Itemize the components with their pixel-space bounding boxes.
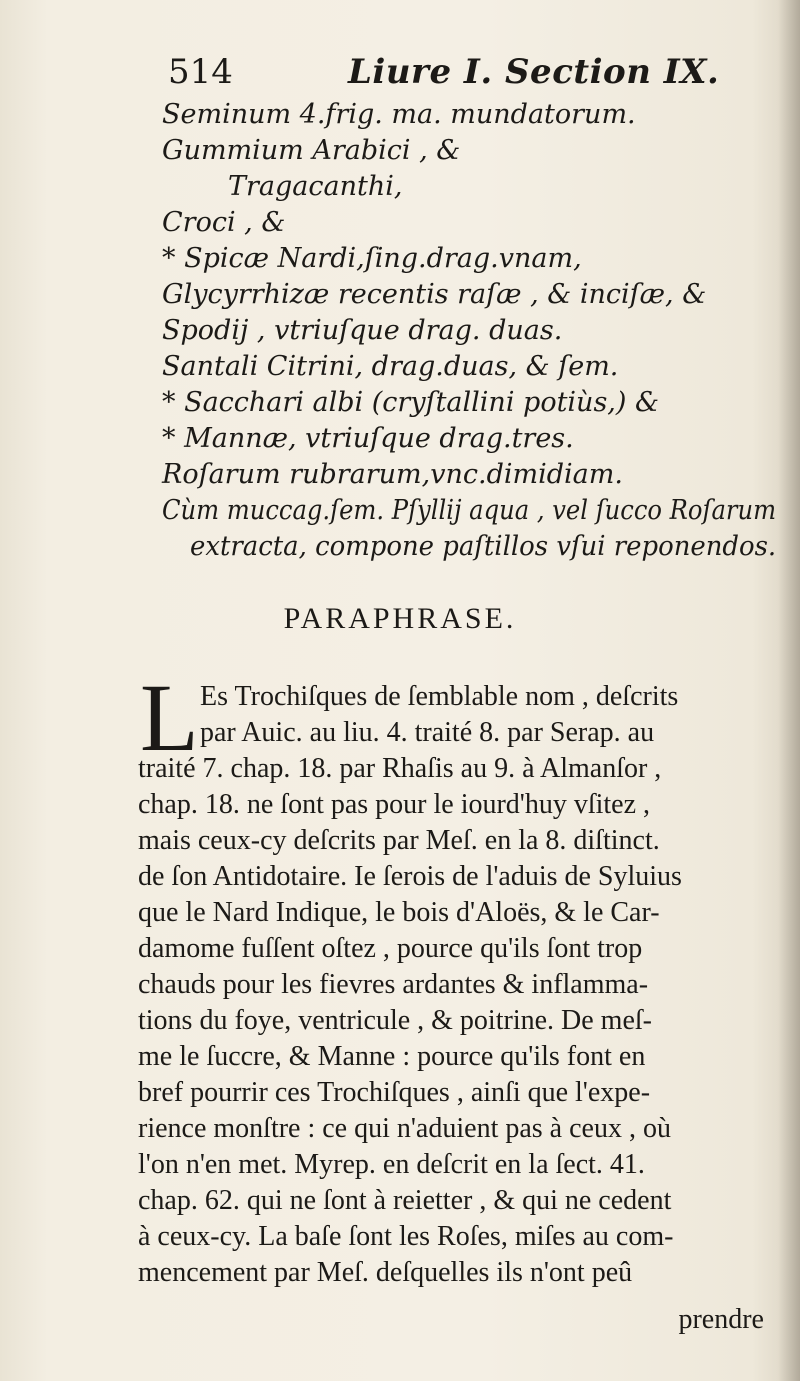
recipe-line: Roſarum rubrarum,vnc.dimidiam. [162,459,623,490]
recipe-line: extracta, compone paſtillos vſui reponendos. [190,531,777,562]
recipe-line: Croci , & [162,207,286,238]
body-line: mencement par Meſ. deſquelles ils n'ont peû [138,1257,633,1288]
recipe-line: Spodij , vtriuſque drag. duas. [162,315,563,346]
body-line: par Auic. au liu. 4. traité 8. par Serap. au [200,717,655,748]
body-line: Es Trochiſques de ſemblable nom , deſcrits [200,681,679,712]
body-line: de ſon Antidotaire. Ie ſerois de l'aduis de Syluius [138,861,682,892]
section-title: Liure I. Section IX. [348,52,720,92]
body-line: traité 7. chap. 18. par Rhaſis au 9. à Almanſor , [138,753,662,784]
recipe-line: Tragacanthi, [228,171,403,202]
recipe-line: Seminum 4.frig. ma. mundatorum. [162,99,636,130]
paraphrase-heading: PARAPHRASE. [283,602,517,635]
body-line: l'on n'en met. Myrep. en deſcrit en la ſect. 41. [138,1149,645,1180]
recipe-line: Cùm muccag.ſem. Pſyllij aqua , vel ſucco Roſarum [162,495,777,526]
body-line: chauds pour les fievres ardantes & inflamma- [138,969,649,1000]
body-line: bref pourrir ces Trochiſques , ainſi que l'expe- [138,1077,651,1108]
body-line: chap. 62. qui ne ſont à reietter , & qui ne cedent [138,1185,672,1216]
recipe-line: Gummium Arabici , & [162,135,461,166]
body-line: chap. 18. ne ſont pas pour le iourd'huy vſitez , [138,789,651,820]
page-edge-shadow [778,0,800,1381]
body-line: damome fuſſent oſtez , pource qu'ils ſont trop [138,933,643,964]
recipe-line: * Spicæ Nardi,ſing.drag.vnam, [162,243,582,274]
body-line: mais ceux-cy deſcrits par Meſ. en la 8. diſtinct. [138,825,660,856]
recipe-line: * Sacchari albi (cryſtallini potiùs,) & [162,387,660,418]
running-head [168,52,728,92]
recipe-line: * Mannæ, vtriuſque drag.tres. [162,423,574,454]
page-number: 514 [168,52,233,92]
catchword: prendre [678,1304,764,1335]
recipe-line: Santali Citrini, drag.duas, & ſem. [162,351,619,382]
drop-cap: L [140,664,199,771]
body-line: tions du foye, ventricule , & poitrine. De meſ- [138,1005,652,1036]
body-line: que le Nard Indique, le bois d'Aloës, & le Car- [138,897,660,928]
body-line: à ceux-cy. La baſe ſont les Roſes, miſes au com- [138,1221,674,1252]
body-line: me le ſuccre, & Manne : pource qu'ils font en [138,1041,646,1072]
recipe-line: Glycyrrhizæ recentis raſæ , & inciſæ, & [162,279,707,310]
body-line: rience monſtre : ce qui n'aduient pas à ceux , où [138,1113,671,1144]
